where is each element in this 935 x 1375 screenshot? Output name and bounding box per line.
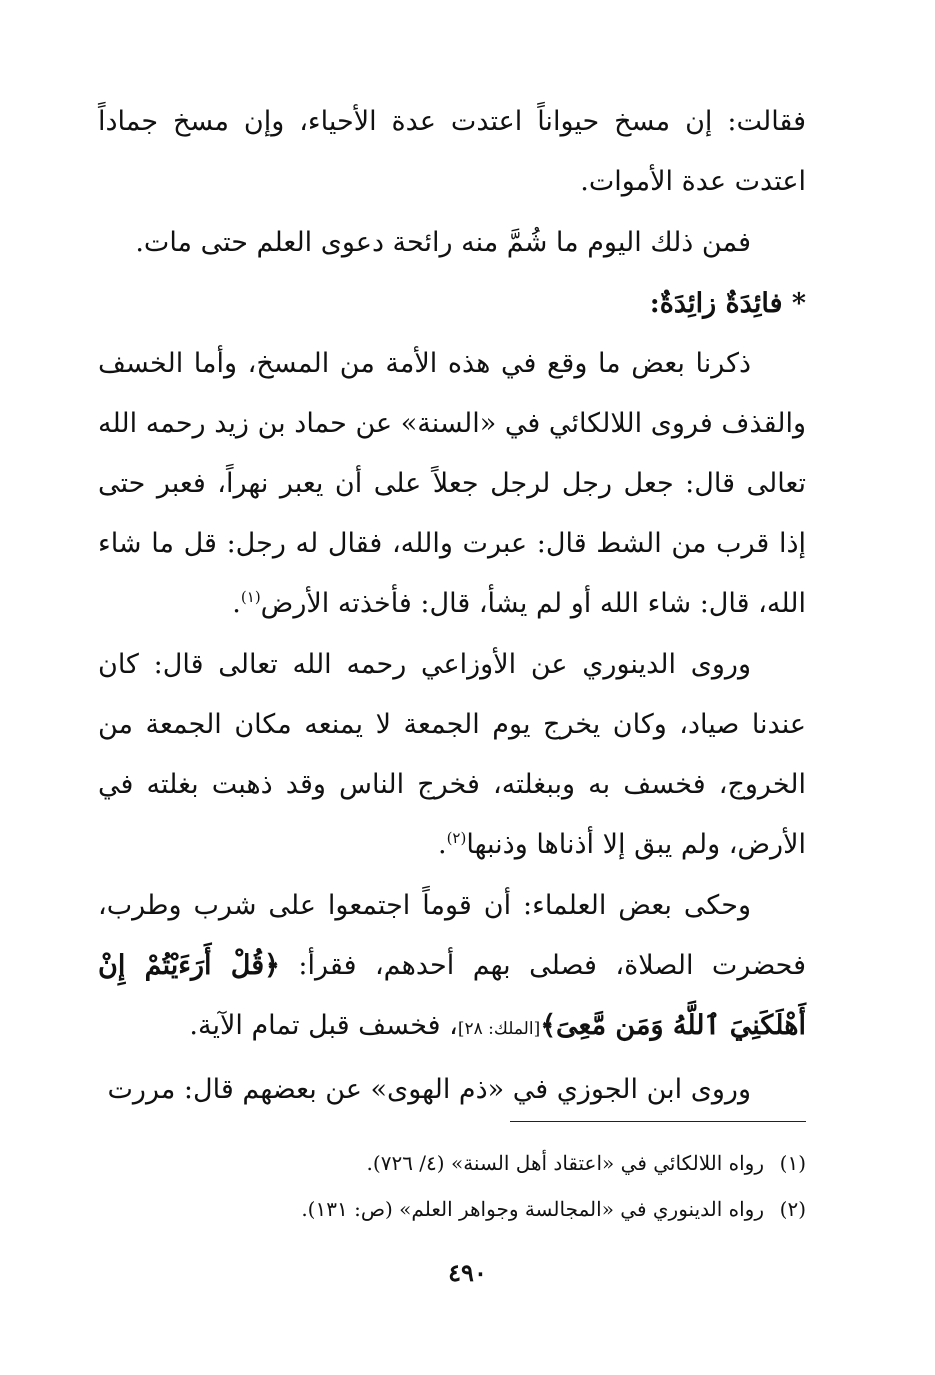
footnotes	[150, 1140, 806, 1232]
paragraph-2: فمن ذلك اليوم ما شُمَّ منه رائحة دعوى العلم حتى مات.	[135, 227, 751, 258]
page-number: ٤٩٠	[448, 1258, 487, 1287]
paragraph-5-before: وحكى بعض العلماء: أن قوماً اجتمعوا على شرب وطرب، فحضرت الصلاة، فصلى بهم أحدهم، فقرأ:	[98, 890, 806, 981]
footnote-1	[150, 1140, 806, 1186]
paragraph-5	[98, 876, 806, 1059]
footnote-1-text: رواه اللالكائي في «اعتقاد أهل السنة» (٤/ ٧٢٦).	[366, 1151, 764, 1175]
paragraph-4-text: وروى الدينوري عن الأوزاعي رحمه الله تعالى قال: كان عندنا صياد، وكان يخرج يوم الجمعة لا يمنعه مكان الجمعة من الخروج، فخسف به وببغلته، فخرج الناس وقد ذهبت بغلته في الأرض، ولم يبق إلا أذناها وذنبها	[98, 649, 806, 860]
footnote-1-number: (١)	[779, 1151, 806, 1175]
section-heading: * فائِدَةٌ زائِدَةٌ:	[649, 288, 806, 319]
footnote-2-number: (٢)	[779, 1197, 806, 1221]
paragraph-6: وروى ابن الجوزي في «ذم الهوى» عن بعضهم قال: مررت	[107, 1074, 751, 1105]
paragraph-3-end: .	[232, 588, 241, 619]
paragraph-1: فقالت: إن مسخ حيواناً اعتدت عدة الأحياء، وإن مسخ جماداً اعتدت عدة الأموات.	[98, 106, 806, 197]
paragraph-3-text: ذكرنا بعض ما وقع في هذه الأمة من المسخ، وأما الخسف والقذف فروى اللالكائي في «السنة» عن حماد بن زيد رحمه الله تعالى قال: جعل رجل لرجل جعلاً على أن يعبر نهراً، فعبر حتى إذا قرب من الشط قال: عبرت والله، فقال له رجل: قل ما شاء الله، قال: شاء الله أو لم يشأ، قال: فأخذته الأرض	[98, 348, 806, 619]
paragraph-3	[98, 334, 806, 634]
footnote-marker-2: (٢)	[446, 829, 467, 847]
footnote-2	[150, 1186, 806, 1232]
page-body	[98, 92, 806, 1121]
footnote-marker-1: (١)	[240, 588, 261, 606]
quran-verse: ﴿قُلْ أَرَءَيْتُمْ إِنْ أَهْلَكَنِيَ ٱللَّهُ وَمَن مَّعِىَ﴾	[98, 950, 806, 1041]
paragraph-4	[98, 635, 806, 875]
verse-reference: [الملك: ٢٨]	[457, 1019, 541, 1039]
paragraph-5-after: ، فخسف قبل تمام الآية.	[189, 1010, 458, 1041]
footnote-divider	[510, 1121, 806, 1122]
footnote-2-text: رواه الدينوري في «المجالسة وجواهر العلم» (ص: ١٣١).	[301, 1197, 764, 1221]
paragraph-4-end: .	[437, 829, 447, 860]
